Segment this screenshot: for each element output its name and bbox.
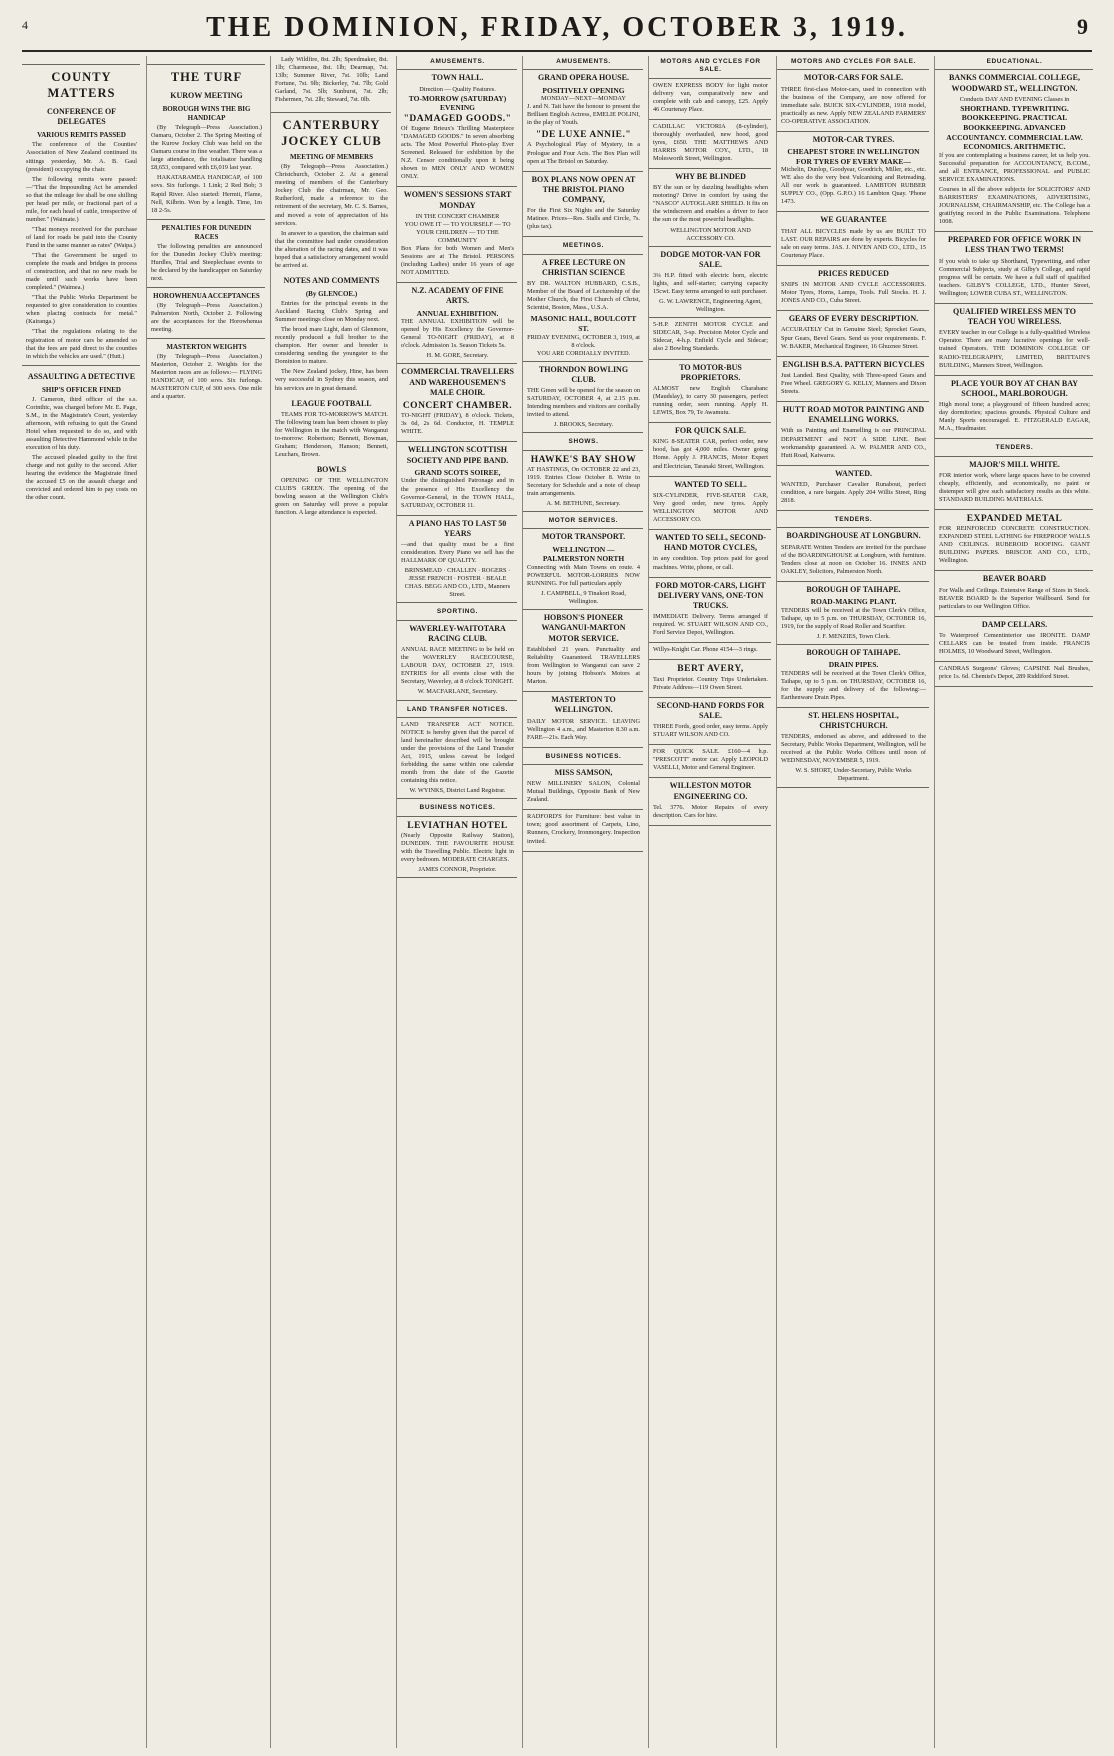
column-motors-for-sale xyxy=(648,56,771,1748)
advert-text: Just Landed. Best Quality, with Three-speed Gears and Free Wheel. GREGORY G. KELLY, Manners and Dixon Streets. xyxy=(781,371,926,395)
advert-line: DRAIN PIPES. xyxy=(828,660,879,669)
advert-hawkes-bay-show xyxy=(523,454,643,512)
advert-heading: SECOND-HAND FORDS FOR SALE. xyxy=(656,700,765,720)
advert-text: Courses in all the above subjects for SOLICITORS' AND BARRISTERS' EXAMINATIONS, ADVERTISING, JOURNALISM, CHAIRMANSHIP, etc. The College has a gratifying record in the Public Examinations. Telephone 1008. xyxy=(939,185,1090,226)
advert-motor-transport xyxy=(523,532,643,610)
subhead-remits: VARIOUS REMITS PASSED xyxy=(37,131,126,140)
advert-nasco-shield xyxy=(649,172,771,247)
advert-heading: A PIANO HAS TO LAST 50 YEARS xyxy=(408,518,507,538)
advert-miss-samson xyxy=(523,768,643,810)
advert-king-car xyxy=(649,426,771,476)
advert-banks-commercial-college xyxy=(935,73,1093,232)
advert-town-hall xyxy=(397,73,517,187)
advert-ford-cars xyxy=(649,581,771,644)
advert-line: MASONIC HALL, BOULCOTT ST. xyxy=(530,314,637,334)
advert-text: RADFORD'S for Furniture: best value in town; good assortment of Carpets, Lino, Runners, Crockery, Ironmongery. Inspection invited. xyxy=(527,813,640,845)
column-amusements-2 xyxy=(522,56,643,1748)
tender-taihape-road-plant xyxy=(777,585,929,645)
section-banner-land-transfer: LAND TRANSFER NOTICES. xyxy=(397,704,517,718)
advert-heading: WE GUARANTEE xyxy=(820,215,887,225)
advert-heading: MOTOR-CAR TYRES. xyxy=(812,134,895,144)
advert-line: POSITIVELY OPENING xyxy=(542,85,625,95)
advert-text: THE Green will be opened for the season on SATURDAY, OCTOBER 4, at 2.15 p.m. Intending members and visitors are cordially invited to attend. xyxy=(527,387,640,419)
advert-heading: ENGLISH B.S.A. PATTERN BICYCLES xyxy=(782,359,925,369)
advert-gilbys-college xyxy=(935,235,1093,304)
advert-text: For the First Six Nights and the Saturday Matinee. Prices—Res. Stalls and Circle, 7s. (plus tax). xyxy=(527,207,640,231)
masthead xyxy=(22,4,1092,52)
advert-heading: WILLESTON MOTOR ENGINEERING CO. xyxy=(669,781,752,801)
article-paragraph: J. Cameron, third officer of the s.s. Corinthic, was charged before Mr. E. Page, S.M., in the Magistrate's Court, yesterday afternoon, with refusing to quit the Grand Hotel when requested to do so, and with assaulting Detective Hammond while in the execution of his duty. xyxy=(26,395,137,452)
tender-st-helens-hospital xyxy=(777,711,929,788)
advert-willeston-engineering xyxy=(649,781,771,826)
column-racing-news xyxy=(270,56,391,1748)
article-paragraph: The following remits were passed:—"That the Impounding Act be amended so that the mileage fee shall be one shilling per head per mile, or fractional part of a mile, for each head of cattle, irrespective of number." (Waimate.) xyxy=(26,175,137,223)
advert-text: ANNUAL RACE MEETING to be held on the WAVERLEY RACECOURSE, LABOUR DAY, OCTOBER 27, 1919. ENTRIES for all events close with the Secretary, Waverley, at 8 o'clock TONIGHT. xyxy=(401,646,514,686)
section-banner-shows: SHOWS. xyxy=(523,436,643,450)
section-banner-motor-services: MOTOR SERVICES. xyxy=(523,515,643,529)
advert-motor-painting xyxy=(777,405,929,466)
advert-text: A Psychological Play of Mystery, in a Prologue and Four Acts. The Box Plan will open at The Bristol on Saturday. xyxy=(527,141,640,165)
advert-land-transfer xyxy=(397,721,517,799)
headline-bowls: BOWLS xyxy=(316,465,347,475)
advert-heading: GRAND OPERA HOUSE. xyxy=(538,73,629,83)
headline-canterbury-jockey-club: CANTERBURY JOCKEY CLUB xyxy=(271,112,391,149)
advert-damp-cellars xyxy=(935,620,1093,662)
advert-owen-express xyxy=(649,82,771,120)
advert-expanded-metal xyxy=(935,513,1093,571)
headline-assault: ASSAULTING A DETECTIVE xyxy=(27,371,136,381)
article-paragraph: OPENING OF THE WELLINGTON CLUB'S GREEN. The opening of the bowling season at the Wellington Club's green on Saturday will prove a popular function. A large attendance is expected. xyxy=(275,477,388,517)
advert-signature: WELLINGTON MOTOR AND ACCESSORY CO. xyxy=(670,226,751,242)
advert-text: For Walls and Ceilings. Extensive Range of Sizes in Stock. BEAVER BOARD Is the Superior Wallboard. Send for particulars to our Wellington Office. xyxy=(939,586,1090,610)
advert-signature: W. MACFARLANE, Secretary. xyxy=(417,688,498,696)
advert-text: Tel. 3776. Motor Repairs of every description. Cars for hire. xyxy=(653,803,768,819)
advert-text: To Waterproof Cementinterior use IRONITE. DAMP CELLARS can be treated from inside. FRANCIS HOLMES, 10 Woodward Street, Wellington. xyxy=(939,632,1090,656)
advert-signature: YOU ARE CORDIALLY INVITED. xyxy=(536,349,631,357)
advert-heading: FORD MOTOR-CARS, LIGHT DELIVERY VANS, ONE-TON TRUCKS. xyxy=(655,580,766,611)
advert-line: ANNUAL EXHIBITION. xyxy=(416,308,499,318)
advert-heading: PLACE YOUR BOY AT CHAN BAY SCHOOL, MARLBOROUGH. xyxy=(950,378,1079,398)
advert-line: TO-MORROW (SATURDAY) EVENING xyxy=(408,93,507,113)
advert-heading: MISS SAMSON, xyxy=(554,768,613,777)
advert-text: SIX-CYLINDER, FIVE-SEATER CAR, Very good order, new tyres. Apply WELLINGTON MOTOR AND ACCESSORY CO. xyxy=(653,491,768,523)
advert-text: THAT ALL BICYCLES made by us are BUILT TO LAST. OUR REPAIRS are done by experts. Bicycles for sale on easy terms. JAS. J. NIVEN AND CO., LTD., 15 Courtenay Place. xyxy=(781,227,926,259)
section-banner-amusements: AMUSEMENTS. xyxy=(523,56,643,70)
advert-line: Conducts DAY AND EVENING Classes in xyxy=(959,95,1070,103)
advert-text: SNIPS IN MOTOR AND CYCLE ACCESSORIES. Motor Tyres, Horns, Lamps, Tools. Full Stocks. H. J. JONES AND CO., Cuba Street. xyxy=(781,281,926,305)
advert-zenith-motor-cycle xyxy=(649,321,771,359)
headline-county-matters: COUNTY MATTERS xyxy=(22,64,140,101)
advert-text: ALMOST new English Charabanc (Maudslay), to carry 30 passengers, perfect running order, seen running. Apply H. LEWIS, Box 79, Te Awamutu. xyxy=(653,384,768,417)
advert-heading: WAVERLEY-WAITOTARA RACING CLUB. xyxy=(409,623,506,643)
advert-text: THE ANNUAL EXHIBITION will be opened by His Excellency the Governor-General TO-NIGHT (FRIDAY), at 8 o'clock. Admission 1s. Season Tickets 5s. xyxy=(401,318,514,350)
advert-text: If you wish to take up Shorthand, Typewriting, and other Commercial Subjects, study at Gilby's College, and rapid progress will be certain. We have a full staff of qualified teachers. GILBY'S COLLEGE, LTD., Hunter Street, Wellington; LOWER CUBA ST., WELLINGTON. xyxy=(939,257,1090,297)
article-paragraph: (By Telegraph—Press Association.) Masterton, October 2. Weights for the Masterton races are as follows:— FLYING HANDICAP, of 100 sovs. Six furlongs. MASTERTON CUP, of 300 sovs. One mile and a quarter. xyxy=(151,352,262,401)
advert-second-hand-cycles xyxy=(649,533,771,578)
article-paragraph: The accused pleaded guilty to the first charge and not guilty to the second. After hearing the evidence the Magistrate fined the accused £5 on the assault charge and convicted and ordered him to pay costs on the other count. xyxy=(26,454,137,502)
advert-heading: COMMERCIAL TRAVELLERS AND WAREHOUSEMEN'S MALE CHOIR. xyxy=(401,367,514,397)
advert-text: Willys-Knight Car. Phone 4154—3 rings. xyxy=(653,646,758,654)
advert-heading: FOR QUICK SALE. xyxy=(675,426,746,436)
advert-motor-car-tyres xyxy=(777,135,929,213)
advert-bsa-bicycles xyxy=(777,360,929,402)
advert-heading: LEVIATHAN HOTEL xyxy=(407,820,508,831)
advert-piano xyxy=(397,519,517,604)
advert-text: FOR QUICK SALE. £160—4 h.p. "PRESCOTT" motor car. Apply LEOPOLD VASELLI, Motor and General Engineer. xyxy=(653,748,768,772)
advert-text: TENDERS, endorsed as above, and addressed to the Secretary, Public Works Department, Wellington, will be received at the Public Works Offices until noon of WEDNESDAY, NOVEMBER 5, 1919. xyxy=(781,733,926,765)
advert-feature-title: "DE LUXE ANNIE." xyxy=(535,130,632,141)
advert-heading: QUALIFIED WIRELESS MEN TO TEACH YOU WIRELESS. xyxy=(953,306,1076,327)
advert-chan-bay-school xyxy=(935,379,1093,440)
advert-willys-knight xyxy=(649,646,771,660)
advert-text: NEW MILLINERY SALON, Colonial Mutual Buildings, Opposite Bank of New Zealand. xyxy=(527,780,640,804)
column-divider xyxy=(22,365,140,366)
advert-signature: CHAS. BEGG AND CO., LTD., Manners Street. xyxy=(404,583,511,599)
subhead-conference: CONFERENCE OF DELEGATES xyxy=(46,107,117,127)
advert-line: WELLINGTON — PALMERSTON NORTH xyxy=(542,544,625,564)
advert-dodge-van xyxy=(649,250,771,319)
byline: (By GLENCOE.) xyxy=(305,290,358,299)
advert-heading: WANTED. xyxy=(834,468,873,478)
advert-text: With us Painting and Enamelling is our PRINCIPAL DEPARTMENT and NOT A SIDE LINE. Best workmanship guaranteed. A. W. PALMER AND CO., Hutt Road, Kaiwarra. xyxy=(781,427,926,459)
advert-text: TENDERS will be received at the Town Clerk's Office, Taihape, up to 5 p.m. on THURSDAY, OCTOBER 16, for the supply and delivery of the following:—Earthenware Drain Pipes. xyxy=(781,669,926,701)
advert-heading: GEARS OF EVERY DESCRIPTION. xyxy=(788,314,919,324)
advert-heading: WELLINGTON SCOTTISH SOCIETY AND PIPE BAND. xyxy=(406,445,509,465)
advert-text: OWEN EXPRESS BODY for light motor delivery van, comparatively new and complete with cab and canopy, £25. Apply 46 Courtenay Place. xyxy=(653,81,768,113)
column-county-matters xyxy=(22,56,140,1748)
advert-text: (Nearly Opposite Railway Station), DUNEDIN. THE FAVOURITE HOUSE with the Travelling Public. Electric light in every bedroom. MODERATE CHARGES. xyxy=(401,831,514,863)
advert-heading: THORNDON BOWLING CLUB. xyxy=(538,364,629,384)
section-banner-business: BUSINESS NOTICES. xyxy=(523,751,643,765)
headline-the-turf: THE TURF xyxy=(147,64,265,85)
advert-text: Established 21 years. Punctuality and Reliability Guaranteed. TRAVELLERS from Wellington to Wanganui can save 2 hours by joining Hobson's Motors at Marton. xyxy=(527,645,640,686)
headline-league-football: LEAGUE FOOTBALL xyxy=(291,398,372,408)
advert-line: GRAND SCOTS SOIREE, xyxy=(414,467,501,477)
column-motors-and-tenders xyxy=(776,56,929,1748)
advert-text: Michelin, Dunlop, Goodyear, Goodrich, Miller, etc., etc. WE also do the very best Vulcanising and Retreading. All our work is guaranteed. LAMBTON RUBBER SUPPLY CO., (Opp. G.P.O.) 16 Lambton Quay. 'Phone 1473. xyxy=(781,166,926,206)
advert-academy-fine-arts xyxy=(397,286,517,364)
advert-heading: BEAVER BOARD xyxy=(982,574,1047,584)
advert-heading: MOTOR-CARS FOR SALE. xyxy=(803,73,904,83)
advert-heading: BANKS COMMERCIAL COLLEGE, WOODWARD ST., WELLINGTON. xyxy=(949,73,1080,93)
advert-text: AT HASTINGS, On OCTOBER 22 and 23, 1919. Entries Close October 8. Write to Secretary for Schedule and a note of cheap train arrangements. xyxy=(527,465,640,498)
section-banner-business: BUSINESS NOTICES. xyxy=(397,802,517,816)
advert-line: BRINSMEAD · CHALLEN · ROGERS · JESSE FRENCH · FOSTER · BEALE xyxy=(404,567,511,583)
advert-heading: BOX PLANS NOW OPEN AT THE BRISTOL PIANO COMPANY, xyxy=(531,174,636,205)
advert-cadillac xyxy=(649,123,771,169)
advert-beaver-board xyxy=(935,574,1093,616)
advert-gears xyxy=(777,314,929,356)
advert-signature: H. M. GORE, Secretary. xyxy=(426,352,489,360)
subhead-penalties: PENALTIES FOR DUNEDIN RACES xyxy=(161,223,252,241)
advert-signature: W. S. SHORT, Under-Secretary, Public Works Department. xyxy=(795,767,912,783)
advert-text: High moral tone; a playground of fifteen hundred acres; day dormitories; spacious grounds. Physical Culture and Manly Sports encouraged. E. FITZGERALD EAGAR, M.A., Headmaster. xyxy=(939,401,1090,433)
advert-majors-mill-white xyxy=(935,460,1093,510)
article-paragraph: Entries for the principal events in the Auckland Racing Club's Spring and Summer meetings close on Monday next. xyxy=(275,300,388,324)
advert-line: FRIDAY EVENING, OCTOBER 3, 1919, at 8 o'clock. xyxy=(527,333,640,349)
advert-motor-cars-for-sale xyxy=(777,73,929,131)
advert-thorndon-bowling xyxy=(523,365,643,434)
masthead-page-number: 9 xyxy=(1077,14,1088,39)
advert-heading: ST. HELENS HOSPITAL, CHRISTCHURCH. xyxy=(808,710,899,731)
article-paragraph: TEAMS FOR TO-MORROW'S MATCH. The following team has been chosen to play for Wellington in the match with Wanganui to-morrow: Robertson; Bennett, Bowman, Graham; Henderson, Hanson; Bennett, Leuchars, Brown. xyxy=(275,410,388,459)
advert-line: IN THE CONCERT CHAMBER xyxy=(415,212,500,220)
advert-signature: W. WYINKS, District Land Registrar. xyxy=(409,787,506,795)
advert-heading: PRICES REDUCED xyxy=(818,268,889,278)
subhead-meeting-of-members: MEETING OF MEMBERS xyxy=(290,153,373,162)
advert-surgeons-gloves xyxy=(935,665,1093,687)
advert-heading: TOWN HALL. xyxy=(431,73,484,83)
advert-bicycles-guarantee xyxy=(777,215,929,265)
column-amusements xyxy=(396,56,517,1748)
masthead-left-page-number: 4 xyxy=(22,18,28,32)
advert-text: BY DR. WALTON HUBBARD, C.S.B., Member of the Board of Lectureship of the Mother Church, the First Church of Christ, Scientist, Boston, Mass., U.S.A. xyxy=(527,280,640,312)
advert-heading: HUTT ROAD MOTOR PAINTING AND ENAMELLING WORKS. xyxy=(782,404,925,425)
advert-second-hand-fords xyxy=(649,701,771,746)
advert-signature: JAMES CONNOR, Proprietor. xyxy=(418,865,497,873)
advert-heading: TO MOTOR-BUS PROPRIETORS. xyxy=(679,362,742,382)
advert-signature: J. CAMPBELL, 9 Tinakori Road, Wellington. xyxy=(541,590,626,606)
advert-text: in any condition. Top prices paid for good machines. Write, phone, or call. xyxy=(653,555,768,571)
column-educational xyxy=(934,56,1093,1748)
advert-text: TENDERS will be received at the Town Clerk's Office, Taihape, up to 5 p.m. on THURSDAY, OCTOBER 16, 1919, for the supply of Road Roller and Scarifier. xyxy=(781,606,926,630)
advert-heading: DODGE MOTOR-VAN FOR SALE. xyxy=(660,249,761,269)
advert-text: SEPARATE Written Tenders are invited for the purchase of the BOARDINGHOUSE at Longburn, with furniture. Tenders close at noon on October 16. INNES AND OAKLEY, Solicitors, Palmerston North. xyxy=(781,543,926,575)
article-paragraph: The following penalties are announced for the Dunedin Jockey Club's meeting: Hurdles, Trial and Steeplechase events to be declared by the handicapper on Saturday next. xyxy=(151,242,262,282)
advert-heading: PREPARED FOR OFFICE WORK IN LESS THAN TWO TERMS! xyxy=(947,235,1082,255)
column-divider xyxy=(147,338,265,339)
advert-text: DAILY MOTOR SERVICE. LEAVING Wellington 4 a.m., and Masterton 8.30 a.m. FARE—21s. Each Way. xyxy=(527,717,640,741)
advert-text: Connecting with Main Towns en route. 4 POWERFUL MOTOR-LORRIES NOW RUNNING. For full particulars apply xyxy=(527,563,640,587)
advert-masterton-service xyxy=(523,695,643,748)
advert-cycle-accessories xyxy=(777,269,929,311)
article-paragraph: (By Telegraph—Press Association.) Christchurch, October 2. At a general meeting of members of the Canterbury Jockey Club the chairman, Mr. Geo. Rutherford, made a reference to the retirement of the secretary, Mr. C. S. Barnes, and moved a vote of appreciation of his services. xyxy=(275,163,388,227)
section-banner-tenders: TENDERS. xyxy=(777,514,929,528)
advert-radfords xyxy=(523,813,643,851)
column-the-turf xyxy=(146,56,265,1748)
section-banner-meetings: MEETINGS. xyxy=(523,240,643,254)
section-banner-amusements: AMUSEMENTS. xyxy=(397,56,517,70)
advert-heading: WOMEN'S SESSIONS START MONDAY xyxy=(403,190,512,210)
advert-scottish-society xyxy=(397,445,517,515)
advert-heading: N.Z. ACADEMY OF FINE ARTS. xyxy=(411,286,504,306)
newspaper-title: THE DOMINION, FRIDAY, OCTOBER 3, 1919. xyxy=(206,12,908,43)
article-paragraph: "That moneys received for the purchase of land for roads be paid into the County Fund in the same manner as rates" (Waipa.) xyxy=(26,225,137,249)
advert-motor-bus xyxy=(649,363,771,424)
column-divider xyxy=(147,287,265,288)
advert-leviathan-hotel xyxy=(397,820,517,878)
section-banner-sporting: SPORTING. xyxy=(397,606,517,620)
article-paragraph: (By Telegraph—Press Association.) Oamaru, October 2. The Spring Meeting of the Kurow Jockey Club was held on the Oamaru course in fine weather. There was a large attendance, the totalisator handling £8,653, compared with £6,019 last year. xyxy=(151,124,262,172)
advert-text: LAND TRANSFER ACT NOTICE. NOTICE is hereby given that the parcel of land hereinafter described will be brought under the provisions of the Land Transfer Act, 1915, unless caveat be lodged forbidding the same within one calendar month from the date of the Gazette containing this notice. xyxy=(401,720,514,785)
advert-text: Of Eugene Brieux's Thrilling Masterpiece "DAMAGED GOODS." In seven absorbing acts. The Most Powerful Photo-play Ever Screened. Released for exhibition by the N.Z. Censor conditionally upon it being shown to MEN ONLY AND WOMEN ONLY. xyxy=(401,124,514,181)
advert-male-choir xyxy=(397,367,517,442)
article-paragraph: The brood mare Light, dam of Glenmore, recently produced a full brother to the champion. Her owner and breeder is considering sending the youngster to the Dominion to mature. xyxy=(275,326,388,366)
advert-text: CADILLAC VICTORIA (8-cylinder), thoroughly overhauled, new hood, good tyres, £650. THE MATTHEWS AND HARRIS MOTOR COY., LTD., 18 Molesworth Street, Wellington. xyxy=(653,122,768,162)
section-banner-motors: MOTORS AND CYCLES FOR SALE. xyxy=(777,56,929,70)
advert-heading: MAJOR'S MILL WHITE. xyxy=(969,459,1060,469)
article-paragraph: The New Zealand jockey, Hine, has been very successful in Sydney this season, and his services are in great demand. xyxy=(275,368,388,392)
article-paragraph: "That the Public Works Department be requested to give consideration to counties when placing contracts for metal." (Kairanga.) xyxy=(26,294,137,326)
article-paragraph: The conference of the Counties' Association of New Zealand continued its sittings yesterday, Mr. A. B. Gaul (president) occupying the chair. xyxy=(26,141,137,173)
advert-text: —and that quality must be a first consideration. Every Piano we sell has the HALLMARK OF QUALITY. xyxy=(401,541,514,565)
article-paragraph: Lady Wildfire, 8st. 2lb; Speedmaker, 8st. 1lb; Charmeuse, 8st. 1lb; Dearmap, 7st. 13lb; Summer River, 7st. 10lb; Land Fortune, 7st. 9lb; Bickerley, 7st. 7lb; Gold Garland, 7st. 5lb; Sunburst, 7st. 2lb; Fishermen, 7st. 2lb; Steward, 7st. 0lb. xyxy=(275,56,388,104)
advert-text: Box Plans for both Women and Men's Sessions are at The Bristol. PERSONS (including Ladies) under 16 years of age NOT ADMITTED. xyxy=(401,244,514,277)
advert-heading: HOBSON'S PIONEER WANGANUI-MARTON MOTOR SERVICE. xyxy=(541,613,626,643)
advert-text: FOR REINFORCED CONCRETE CONSTRUCTION. EXPANDED STEEL LATHING for FIREPROOF WALLS AND CEILINGS. RUBEROID ROOFING. GIANT BUILDING PAPERS. BRISCOE AND CO., LTD., Wellington. xyxy=(939,525,1090,565)
advert-line: ROAD-MAKING PLANT. xyxy=(810,596,897,606)
advert-heading: MOTOR TRANSPORT. xyxy=(541,532,626,542)
advert-heading: DAMP CELLARS. xyxy=(981,619,1048,629)
advert-grand-opera-house xyxy=(523,73,643,171)
advert-line: YOU OWE IT — TO YOURSELF — TO YOUR CHILDREN — TO THE COMMUNITY xyxy=(404,220,511,244)
advert-text: BY the sun or by dazzling headlights when motoring? Drive in comfort by using the "NASCO" AUTOGLARE SHIELD. It fits on the windscreen and enables a driver to face the sun or the most powerful headlights. xyxy=(653,184,768,224)
advert-text: THREE Fords, good order, easy terms. Apply STUART WILSON AND CO. xyxy=(653,723,769,739)
advert-text: IMMEDIATE Delivery. Terms arranged if required. W. STUART WILSON AND CO., Ford Service Depot, Wellington. xyxy=(653,613,768,637)
section-banner-tenders: TENDERS. xyxy=(935,442,1093,456)
advert-heading: BOROUGH OF TAIHAPE. xyxy=(806,584,901,594)
advert-line: CHEAPEST STORE IN WELLINGTON FOR TYRES OF EVERY MAKE— xyxy=(787,147,920,166)
advert-text: If you are contemplating a business career, let us help you. Successful preparation for ACCOUNTANCY, B.COM., and all ENTRANCE, PROFESSIONAL and PUBLIC SERVICE EXAMINATIONS. xyxy=(939,151,1090,183)
advert-text: Taxi Proprietor. Country Trips Undertaken. Private Address—119 Owen Street. xyxy=(653,675,768,691)
advert-text: J. and N. Tait have the honour to present the Brilliant English Actress, EMELIE POLINI, in the play of Youth. xyxy=(527,103,640,127)
advert-wanted xyxy=(777,469,929,511)
advert-waverley-racing xyxy=(397,624,517,701)
advert-feature-title: "DAMAGED GOODS." xyxy=(403,113,512,124)
advert-signature: J. BROOKS, Secretary. xyxy=(553,421,614,429)
section-banner-motors: MOTORS AND CYCLES FOR SALE. xyxy=(649,56,771,79)
advert-heading: BOROUGH OF TAIHAPE. xyxy=(806,647,901,657)
advert-line: MONDAY—NEXT—MONDAY xyxy=(541,95,626,103)
tender-taihape-drain-pipes xyxy=(777,648,929,708)
advert-heading: BOARDINGHOUSE AT LONGBURN. xyxy=(786,531,921,541)
advert-heading: WANTED TO SELL, SECOND-HAND MOTOR CYCLES, xyxy=(655,533,766,553)
advert-heading: WANTED TO SELL. xyxy=(674,479,747,489)
advert-box-plans xyxy=(523,175,643,238)
advert-heading: EXPANDED METAL xyxy=(966,514,1063,525)
advert-text: Under the distinguished Patronage and in the presence of His Excellency the Governor-General, in the TOWN HALL, SATURDAY, OCTOBER 11. xyxy=(401,477,514,509)
subhead-kurow-meeting: KUROW MEETING xyxy=(170,91,243,100)
tender-longburn-boardinghouse xyxy=(777,531,929,581)
advert-text: CANDRAS Surgeons' Gloves; CAPSINE Nail Brushes, price 1s. 6d. Chemist's Depot, 289 Riddiford Street. xyxy=(939,665,1090,681)
subhead-ships-officer: SHIP'S OFFICER FINED xyxy=(42,385,121,394)
article-paragraph: HAKATARAMEA HANDICAP, of 100 sovs. Six furlongs. 1 Link; 2 Red Bob; 3 Rapid River. Also started: Hermit, Flame, Nell, Kilbrin. Won by a length. Time, 1m 18 2-5s. xyxy=(151,174,262,214)
headline-notes-and-comments: NOTES AND COMMENTS xyxy=(283,275,380,285)
advert-text: KING 8-SEATER CAR, perfect order, new hood, has got 4,000 miles. Owner going Home. Apply J. FRANCIS, Motor Expert and Electrician, Taranaki Street, Wellington. xyxy=(653,438,768,470)
advert-feature-title: CONCERT CHAMBER. xyxy=(402,401,513,412)
advert-text: WANTED, Purchaser Cavalier Runabout, perfect condition, a rare bargain. Apply 204 Willis Street, Ring 2818. xyxy=(781,480,926,504)
advert-text: TO-NIGHT (FRIDAY), 8 o'clock. Tickets, 3s 6d, 2s 6d. Conductor, H. TEMPLE WHITE. xyxy=(401,412,514,436)
subhead-horowhenua: HOROWHENUA ACCEPTANCES xyxy=(153,291,260,300)
advert-christian-science-lecture xyxy=(523,258,643,362)
section-banner-educational: EDUCATIONAL. xyxy=(935,56,1093,70)
subhead-borough-wins: BOROUGH WINS THE BIG HANDICAP xyxy=(162,105,251,123)
advert-text: 3¼ H.P. fitted with electric horn, electric lights, and self-starter; carrying capacity 15cwt. Easy terms arranged to suit purchaser. xyxy=(653,272,768,296)
advert-womens-sessions xyxy=(397,190,517,283)
advert-prescott-car xyxy=(649,748,771,778)
advert-signature: J. F. MENZIES, Town Clerk. xyxy=(816,632,891,640)
article-paragraph: (By Telegraph—Press Association.) Palmerston North, October 2. Following are the acceptances for the Horowhenua meeting. xyxy=(151,301,262,333)
article-paragraph: "That the regulations relating to the registration of motor cars be amended so that the fees are paid direct to the counties in which the vehicles are used." (Hutt.) xyxy=(26,328,137,360)
advert-text: THREE first-class Motor-cars, used in connection with the business of the Company, are now offered for immediate sale. BUICK SIX-CYLINDER, 1918 model, practically as new. Apply NEW ZEALAND FARMERS' CO-OPERATIVE ASSOCIATION. xyxy=(781,85,926,125)
column-divider xyxy=(147,219,265,220)
advert-text: FOR interior work, where large spaces have to be covered cheaply, efficiently, and economically, no paint or distemper will give such satisfactory results as this white. STANDARD BUILDING MATERIALS. xyxy=(939,471,1090,503)
advert-heading: A FREE LECTURE ON CHRISTIAN SCIENCE xyxy=(541,257,626,278)
advert-heading: WHY BE BLINDED xyxy=(675,172,746,182)
article-paragraph: In answer to a question, the chairman said that the committee had under consideration the alteration of the racing dates, and it was hoped that a satisfactory arrangement would be arrived at. xyxy=(275,229,388,269)
advert-line: Direction — Quality Features. xyxy=(419,85,496,93)
article-paragraph: "That the Government be urged to complete the roads and bridges in process of construction, and that no new roads be made until such works have been completed." (Waimea.) xyxy=(26,252,137,292)
advert-text: ACCURATELY Cut in Genuine Steel; Sprocket Gears, Spur Gears, Bevel Gears. Send us your requirements. F. W. BAKER, Mechanical Engineer, 16 Ghuznee Street. xyxy=(781,326,926,350)
advert-heading: HAWKE'S BAY SHOW xyxy=(530,454,637,465)
advert-six-cylinder xyxy=(649,480,771,530)
advert-heading: BERT AVERY, xyxy=(677,664,744,675)
advert-signature: A. M. BETHUNE, Secretary. xyxy=(546,500,621,508)
advert-subject-list: SHORTHAND. TYPEWRITING. BOOKKEEPING. PRACTICAL BOOKKEEPING. ADVANCED ACCOUNTANCY. COMMERCIAL LAW. ECONOMICS. ARITHMETIC. xyxy=(946,103,1083,152)
advert-wireless-college xyxy=(935,307,1093,376)
advert-signature: G. W. LAWRENCE, Engineering Agent, Wellington. xyxy=(659,298,762,314)
advert-text: 5-H.P. ZENITH MOTOR CYCLE and SIDECAR, 3-sp. Precision Motor Cycle and Sidecar, 4-h.p. Enfield Cycle and Sidecar; also 2 Bowling Standards. xyxy=(653,321,768,353)
subhead-masterton-weights: MASTERTON WEIGHTS xyxy=(166,342,247,351)
advert-bert-avery xyxy=(649,663,771,697)
advert-heading: MASTERTON TO WELLINGTON. xyxy=(551,695,616,715)
advert-hobsons-motor-service xyxy=(523,613,643,692)
advert-text: EVERY teacher in our College is a fully-qualified Wireless Operator. There are many lucrative openings for well-trained Operators. THE DOMINION COLLEGE OF RADIO-TELEGRAPHY, LIMITED, BRITTAIN'S BUILDING, Manners Street, Wellington. xyxy=(939,329,1090,369)
